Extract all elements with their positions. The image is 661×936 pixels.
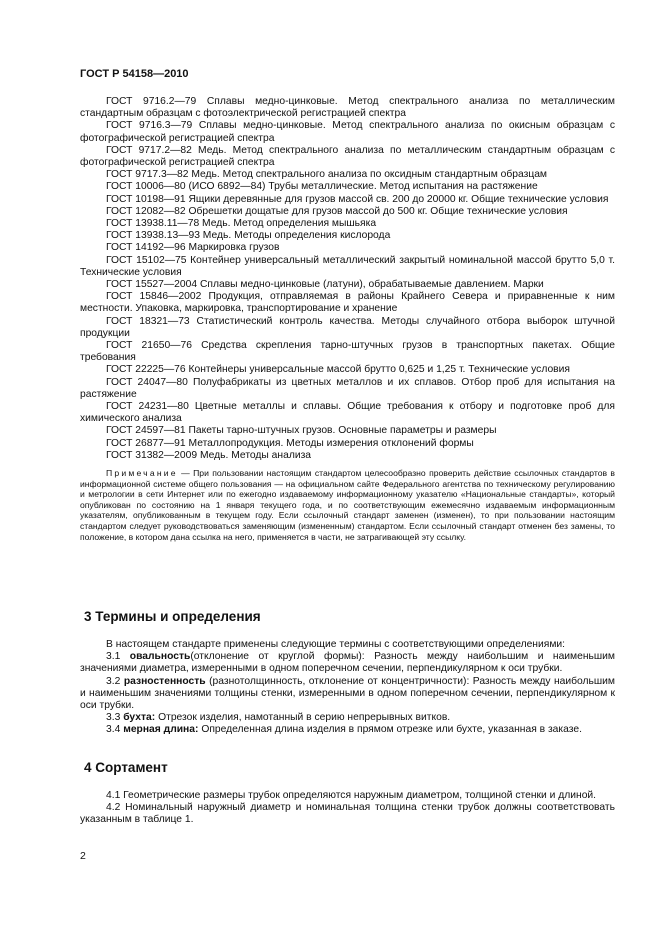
reference-item: ГОСТ 9717.2—82 Медь. Метод спектрального анализа по металлическим стандартным образцам с фотографической регистрацией спектра <box>80 144 615 169</box>
term-text: (отклонение от круглой формы): Разность между наибольшим и наименьшим значениями диаметра, измеренными в одном поперечном сечении, перпендикулярном к оси трубки. <box>80 651 615 675</box>
reference-item: ГОСТ 13938.13—93 Медь. Методы определения кислорода <box>106 230 391 242</box>
term-name: мерная длина: <box>123 724 199 736</box>
term-definition <box>80 651 615 675</box>
normative-references-list <box>80 96 615 542</box>
section-assortment <box>80 760 615 827</box>
section-3-intro: В настоящем стандарте применены следующие термины с соответствующими определениями: <box>106 639 566 650</box>
note-paragraph <box>80 468 615 542</box>
section-3-title: 3 Термины и определения <box>84 609 261 624</box>
section-4-title: 4 Сортамент <box>84 760 168 775</box>
reference-item: ГОСТ 15102—75 Контейнер универсальный металлический закрытый номинальной массой брутто 5,0 т. Технические условия <box>80 254 615 278</box>
term-number: 3.3 <box>106 712 121 724</box>
reference-item: ГОСТ 26877—91 Металлопродукция. Методы измерения отклонений формы <box>106 437 474 449</box>
term-definition <box>80 712 615 724</box>
document-header: ГОСТ Р 54158—2010 <box>80 68 189 80</box>
reference-item: ГОСТ 15846—2002 Продукция, отправляемая в районы Крайнего Севера и приравненные к ним местности. Упаковка, маркировка, транспортирование и хранение <box>80 291 615 315</box>
reference-item: ГОСТ 22225—76 Контейнеры универсальные массой брутто 0,625 и 1,25 т. Технические условия <box>106 364 570 376</box>
term-number: 3.1 <box>106 651 121 663</box>
page-number: 2 <box>80 850 86 862</box>
assortment-item: 4.1 Геометрические размеры трубок определяются наружным диаметром, толщиной стенки и длиной. <box>106 790 597 801</box>
term-text: Отрезок изделия, намотанный в серию непрерывных витков. <box>158 712 451 724</box>
reference-item: ГОСТ 9716.3—79 Сплавы медно-цинковые. Метод спектрального анализа по окисным образцам с фотографической регистрацией спектра <box>80 120 615 144</box>
term-name: бухта: <box>123 712 156 724</box>
reference-item: ГОСТ 24597—81 Пакеты тарно-штучных грузов. Основные параметры и размеры <box>106 425 497 437</box>
term-name: овальность <box>129 651 191 663</box>
term-text: Определенная длина изделия в прямом отрезке или бухте, указанная в заказе. <box>201 724 582 736</box>
reference-item: ГОСТ 15527—2004 Сплавы медно-цинковые (латуни), обрабатываемые давлением. Марки <box>106 279 544 291</box>
reference-item: ГОСТ 9717.3—82 Медь. Метод спектрального анализа по оксидным стандартным образцам <box>106 169 548 181</box>
reference-item: ГОСТ 24047—80 Полуфабрикаты из цветных металлов и их сплавов. Отбор проб для испытания на растяжение <box>80 376 615 400</box>
reference-item: ГОСТ 12082—82 Обрешетки дощатые для грузов массой до 500 кг. Общие технические условия <box>106 205 568 217</box>
reference-item: ГОСТ 31382—2009 Медь. Методы анализа <box>106 449 312 461</box>
reference-item: ГОСТ 10198—91 Ящики деревянные для грузов массой св. 200 до 20000 кг. Общие технические условия <box>106 193 609 205</box>
term-number: 3.2 <box>106 675 121 687</box>
reference-item: ГОСТ 18321—73 Статистический контроль качества. Методы случайного отбора выборок штучной продукции <box>80 315 615 339</box>
reference-item: ГОСТ 13938.11—78 Медь. Метод определения мышьяка <box>106 218 377 230</box>
term-number: 3.4 <box>106 724 121 736</box>
term-name: разностенность <box>123 675 206 687</box>
reference-item: ГОСТ 10006—80 (ИСО 6892—84) Трубы металлические. Метод испытания на растяжение <box>106 181 538 193</box>
section-terms <box>80 609 615 737</box>
note-text: — При пользовании настоящим стандартом целесообразно проверить действие ссылочных стандартов в информационной системе общего пользования — на официальном сайте Федерального агентства по техническому регулированию и метрологии в сети Интернет или по ежегодно издаваемому информационному указателю «Национальные стандарты», который опубликован по состоянию на 1 января текущего года, и по соответствующим ежемесячно издаваемым информационным указателям, опубликованным в текущем году. Если ссылочный стандарт заменен (изменен), то при пользовании настоящим стандартом следует руководствоваться заменяющим (измененным) стандартом. Если ссылочный стандарт отменен без замены, то положение, в котором дана ссылка на него, применяется в части, не затрагивающей эту ссылку. <box>80 468 616 542</box>
reference-item: ГОСТ 24231—80 Цветные металлы и сплавы. Общие требования к отбору и подготовке проб для химического анализа <box>80 401 615 425</box>
assortment-item: 4.2 Номинальный наружный диаметр и номинальная толщина стенки трубок должны соответствовать указанным в таблице 1. <box>80 802 615 826</box>
term-text: (разнотолщинность, отклонение от концентричности): Разность между наибольшим и наименьшим значениями толщины стенки, измеренными в одном поперечном сечении, перпендикулярном к оси трубки. <box>80 675 615 712</box>
note-label: Примечание <box>106 468 178 479</box>
reference-item: ГОСТ 9716.2—79 Сплавы медно-цинковые. Метод спектрального анализа по металлическим стандартным образцам с фотоэлектрической регистрацией спектра <box>80 96 615 120</box>
reference-item: ГОСТ 21650—76 Средства скрепления тарно-штучных грузов в транспортных пакетах. Общие требования <box>80 340 615 364</box>
reference-item: ГОСТ 14192—96 Маркировка грузов <box>106 242 280 254</box>
term-definition <box>80 676 615 713</box>
term-definition <box>80 724 615 736</box>
